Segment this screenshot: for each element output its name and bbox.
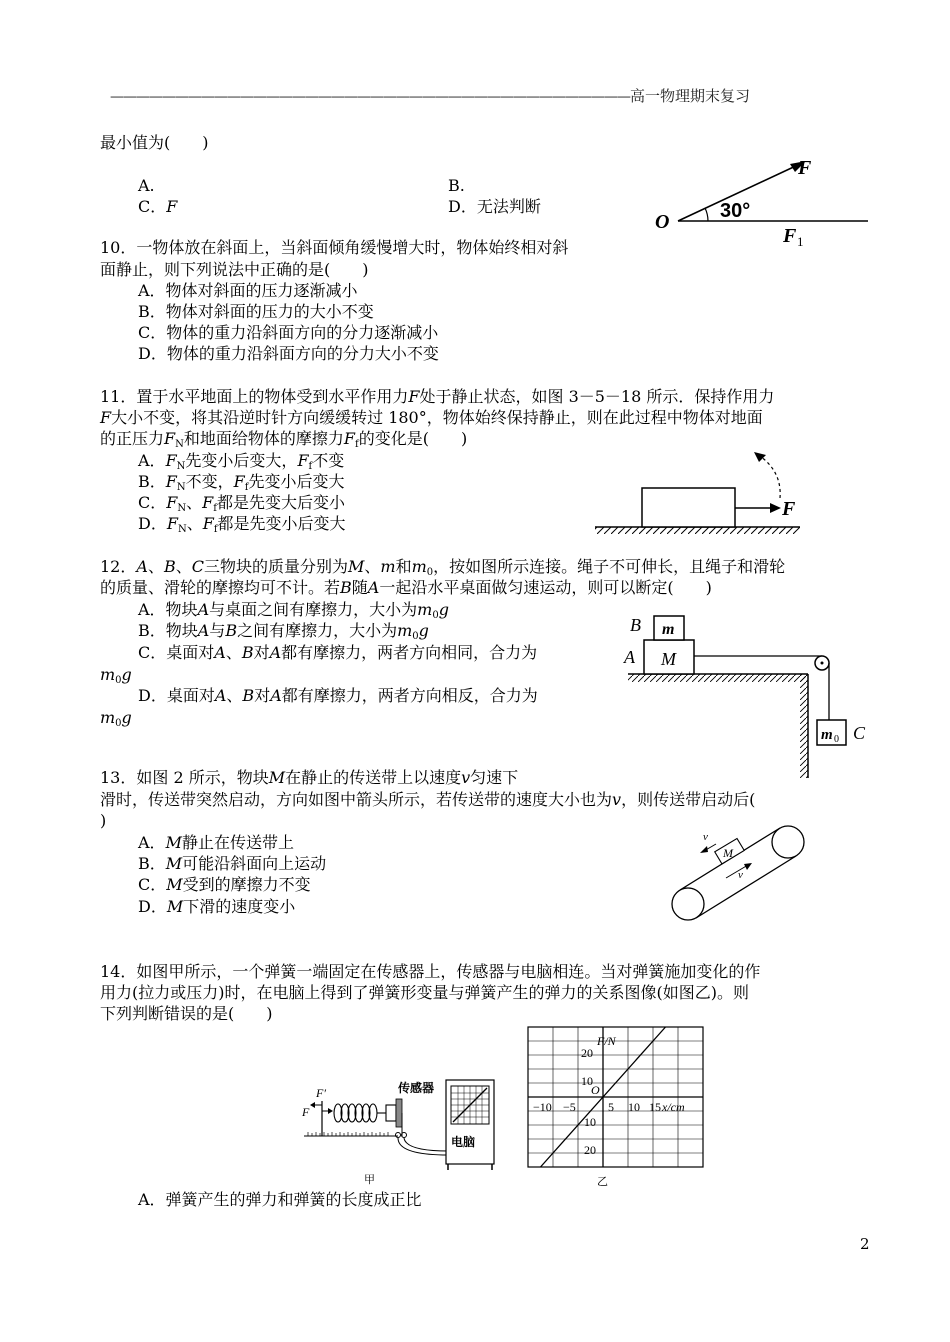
header-title: 高一物理期末复习	[630, 87, 751, 105]
q12-option-d-cont: $m_0g$	[100, 708, 132, 729]
q9-option-c: C．F	[138, 197, 178, 216]
page-number: 2	[860, 1235, 870, 1253]
q11-option-b: B．$F_N$不变，$F_f$先变小后变大	[138, 472, 345, 493]
q14-line-2: 用力(拉力或压力)时，在电脑上得到了弹簧形变量与弹簧产生的弹力的关系图像(如图乙)。则	[100, 983, 749, 1002]
q9-label-o: O	[655, 211, 670, 233]
q12-block-m: m	[662, 621, 675, 638]
q12-line-2: 的质量、滑轮的摩擦均可不计。若B随A一起沿水平桌面做匀速运动，则可以断定( )	[100, 578, 712, 597]
q13-option-c: C．M受到的摩擦力不变	[138, 875, 311, 894]
q11-block-figure	[590, 450, 820, 545]
q12-option-b: B．物块A与B之间有摩擦力，大小为$m_0g$	[138, 621, 429, 642]
q14-y-tick-neg20: 20	[584, 1143, 596, 1157]
q12-option-d: D．桌面对A、B对A都有摩擦力，两者方向相反，合力为	[138, 686, 538, 705]
q10-option-c: C．物体的重力沿斜面方向的分力逐渐减小	[138, 323, 439, 342]
q12-option-c: C．桌面对A、B对A都有摩擦力，两者方向相同，合力为	[138, 643, 538, 662]
q12-option-c-cont: $m_0g$	[100, 665, 132, 686]
q11-line-2: F大小不变，将其沿逆时针方向缓缓转过 180°，物体始终保持静止，则在此过程中物体对地面	[100, 408, 763, 427]
q14-y-tick-10: 10	[581, 1074, 593, 1088]
q13-label-m: M	[723, 846, 733, 860]
q14-origin-label: O	[591, 1083, 600, 1097]
q14-x-tick-15: 15	[649, 1100, 661, 1114]
q9-stem-tail: 最小值为( )	[100, 133, 209, 152]
q10-option-b: B．物体对斜面的压力的大小不变	[138, 302, 374, 321]
q14-x-tick-neg10: −10	[533, 1100, 552, 1114]
page-header	[110, 85, 750, 106]
q9-label-f1: F	[783, 225, 797, 247]
q9-angle-label: 30°	[720, 200, 751, 222]
q13-line-3: )	[100, 811, 107, 830]
q11-line-1: 11．置于水平地面上的物体受到水平作用力F处于静止状态，如图 3－5－18 所示．保持作用力	[100, 387, 775, 406]
q11-label-f: F	[782, 498, 796, 520]
q13-line-2: 滑时，传送带突然启动，方向如图中箭头所示，若传送带的速度大小也为v，则传送带启动后(	[100, 790, 756, 809]
q12-block-m0: m	[821, 727, 833, 743]
q14-label-f: F	[302, 1105, 310, 1119]
q11-option-c: C．$F_N$、$F_f$都是先变大后变小	[138, 493, 345, 514]
q9-label-f1-sub: 1	[797, 234, 804, 249]
q13-label-v2: v	[738, 869, 743, 881]
q14-label-sensor: 传感器	[398, 1081, 435, 1095]
q9-option-d: D．无法判断	[448, 197, 541, 216]
q11-line-3: 的正压力$F_N$和地面给物体的摩擦力$F_f$的变化是( )	[100, 429, 468, 450]
q10-line-2: 面静止，则下列说法中正确的是( )	[100, 260, 369, 279]
q14-x-tick-10: 10	[628, 1100, 640, 1114]
q9-option-a: A.	[138, 176, 155, 195]
q14-option-a: A．弹簧产生的弹力和弹簧的长度成正比	[138, 1190, 422, 1209]
q14-x-label: x/cm	[662, 1100, 685, 1114]
q14-spring-sensor-figure	[298, 1075, 508, 1185]
q11-option-a: A．$F_N$先变小后变大，$F_f$不变	[138, 451, 345, 472]
q10-option-d: D．物体的重力沿斜面方向的分力大小不变	[138, 344, 439, 363]
q11-option-d: D．$F_N$、$F_f$都是先变小后变大	[138, 514, 346, 535]
q13-label-v1: v	[703, 831, 708, 843]
q12-label-a: A	[624, 647, 635, 667]
q12-option-a: A．物块A与桌面之间有摩擦力，大小为$m_0g$	[138, 600, 449, 621]
q12-label-c: C	[853, 723, 866, 743]
header-dashes: ————————————————————————————————————————	[110, 89, 630, 105]
q13-conveyor-figure	[670, 822, 810, 922]
q14-label-f-prime: F′	[316, 1086, 326, 1100]
q14-line-3: 下列判断错误的是( )	[100, 1004, 273, 1023]
q12-label-b: B	[630, 615, 641, 635]
q13-line-1: 13．如图 2 所示，物块M在静止的传送带上以速度v匀速下	[100, 768, 519, 787]
q14-x-tick-neg5: −5	[563, 1100, 576, 1114]
q14-x-tick-5: 5	[608, 1100, 614, 1114]
q14-caption-yi: 乙	[597, 1175, 608, 1188]
q12-block-m0-sub: 0	[834, 734, 839, 745]
q10-line-1: 10．一物体放在斜面上，当斜面倾角缓慢增大时，物体始终相对斜	[100, 238, 569, 257]
q9-label-f: F	[798, 157, 812, 179]
q9-force-figure	[650, 150, 880, 250]
q13-option-a: A．M静止在传送带上	[138, 833, 294, 852]
q10-option-a: A．物体对斜面的压力逐渐减小	[138, 281, 358, 300]
q9-option-b: B.	[448, 176, 465, 195]
q12-block-big-m: M	[661, 649, 676, 669]
q14-y-label: F/N	[597, 1034, 616, 1048]
q14-force-graph	[520, 1025, 710, 1190]
q14-label-computer: 电脑	[451, 1135, 476, 1149]
q13-option-d: D．M下滑的速度变小	[138, 897, 296, 916]
q12-pulley-figure	[620, 610, 880, 785]
q14-caption-jia: 甲	[364, 1173, 375, 1186]
q14-line-1: 14．如图甲所示，一个弹簧一端固定在传感器上，传感器与电脑相连。当对弹簧施加变化的作	[100, 962, 761, 981]
q14-y-tick-20: 20	[581, 1046, 593, 1060]
q14-y-tick-neg10: 10	[584, 1115, 596, 1129]
q13-option-b: B．M可能沿斜面向上运动	[138, 854, 327, 873]
q12-line-1: 12．A、B、C三物块的质量分别为M、m和$m_0$，按如图所示连接。绳子不可伸长，且绳子和滑轮	[100, 557, 786, 578]
